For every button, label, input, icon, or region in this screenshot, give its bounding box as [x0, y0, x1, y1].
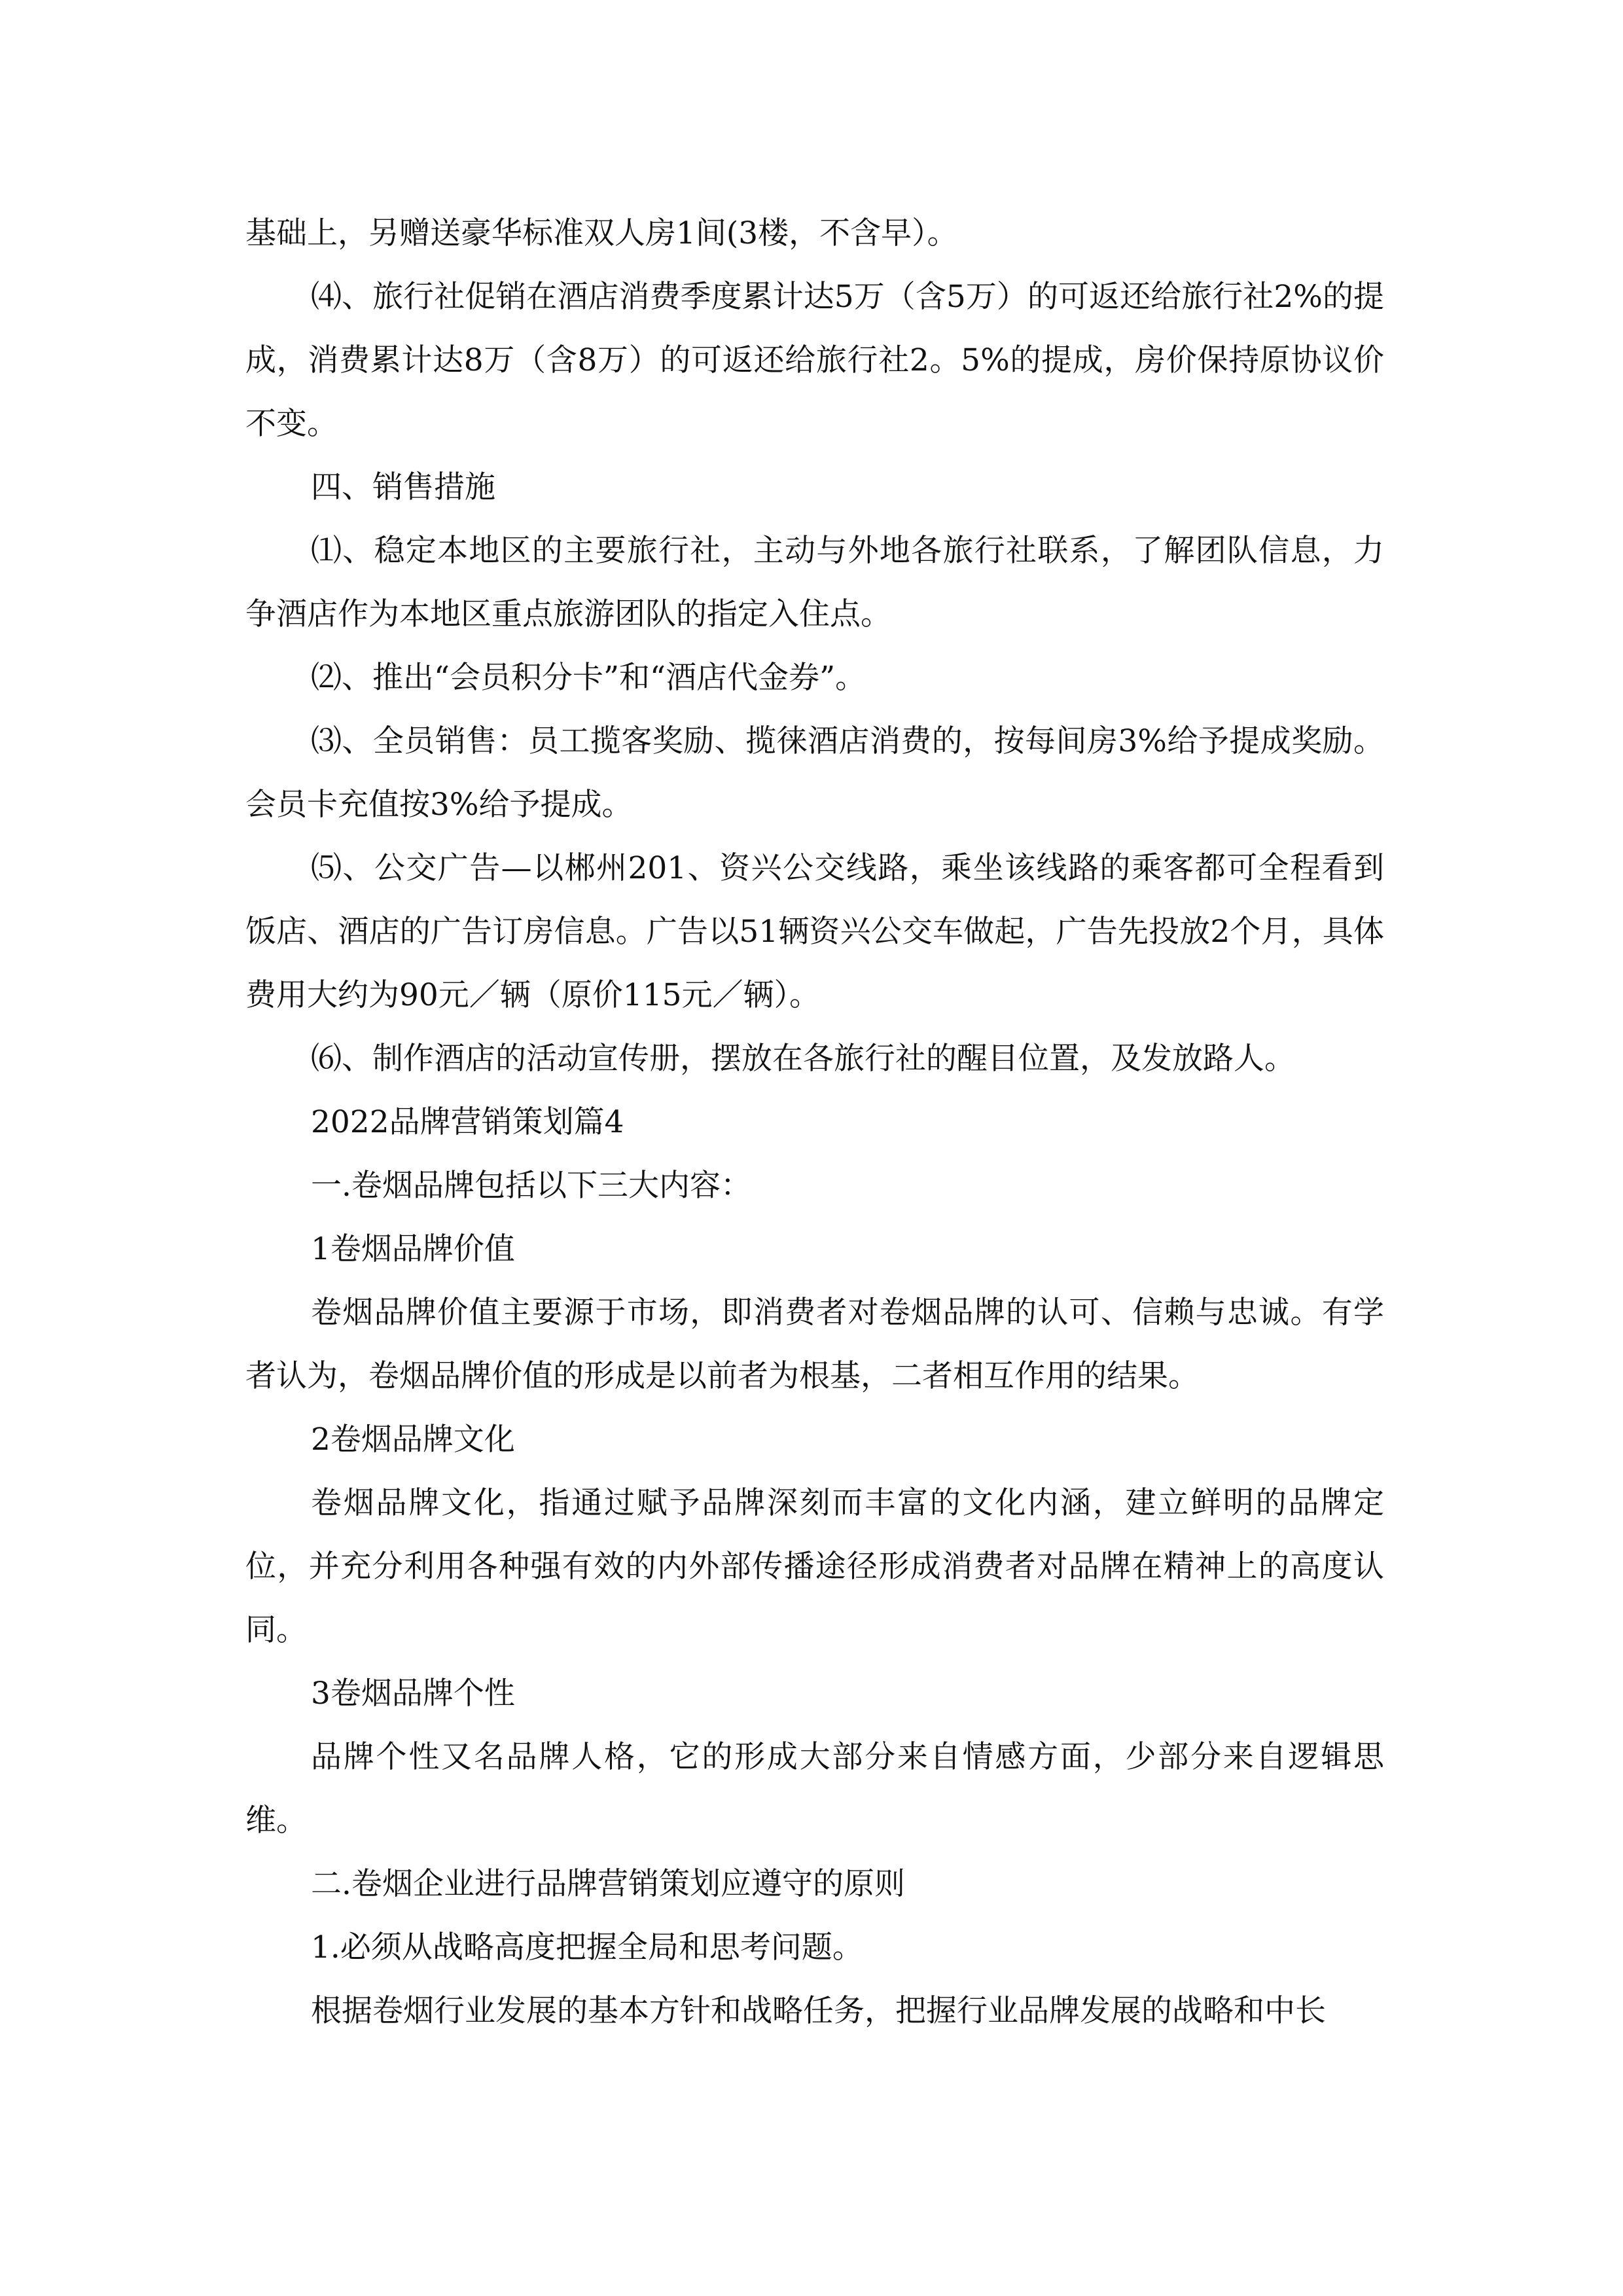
paragraph-measure-1: ⑴、稳定本地区的主要旅行社，主动与外地各旅行社联系，了解团队信息，力争酒店作为本地区重点旅游团队的指定入住点。: [245, 533, 1384, 632]
article-title-part-4: 2022品牌营销策划篇4: [311, 1104, 624, 1140]
subheading-brand-personality: 3卷烟品牌个性: [311, 1676, 515, 1712]
paragraph-brand-culture: 卷烟品牌文化，指通过赋予品牌深刻而丰富的文化内涵，建立鲜明的品牌定位，并充分利用各种强有效的内外部传播途径形成消费者对品牌在精神上的高度认同。: [245, 1485, 1384, 1648]
section-heading-sales-measures: 四、销售措施: [311, 469, 495, 505]
paragraph-brand-value: 卷烟品牌价值主要源于市场，即消费者对卷烟品牌的认可、信赖与忠诚。有学者认为，卷烟品牌价值的形成是以前者为根基，二者相互作用的结果。: [245, 1295, 1384, 1394]
paragraph-continuation: 基础上，另赠送豪华标准双人房1间(3楼，不含早）。: [245, 215, 958, 251]
document-page: [245, 202, 1384, 2043]
section-heading-brand-contents: 一.卷烟品牌包括以下三大内容：: [311, 1168, 751, 1204]
paragraph-measure-6: ⑹、制作酒店的活动宣传册，摆放在各旅行社的醒目位置，及发放路人。: [311, 1041, 1295, 1077]
paragraph-measure-2: ⑵、推出“会员积分卡”和“酒店代金券”。: [311, 660, 866, 696]
paragraph-measure-3: ⑶、全员销售：员工揽客奖励、揽徕酒店消费的，按每间房3%给予提成奖励。会员卡充值按3%给予提成。: [245, 723, 1384, 823]
subheading-brand-value: 1卷烟品牌价值: [311, 1231, 515, 1267]
paragraph-item-4-travel-agency: ⑷、旅行社促销在酒店消费季度累计达5万（含5万）的可返还给旅行社2%的提成，消费累计达8万（含8万）的可返还给旅行社2。5%的提成，房价保持原协议价不变。: [245, 279, 1384, 442]
subheading-principle-1: 1.必须从战略高度把握全局和思考问题。: [311, 1929, 863, 1965]
subheading-brand-culture: 2卷烟品牌文化: [311, 1422, 515, 1458]
paragraph-brand-personality: 品牌个性又名品牌人格，它的形成大部分来自情感方面，少部分来自逻辑思维。: [245, 1739, 1384, 1839]
paragraph-principle-1: 根据卷烟行业发展的基本方针和战略任务，把握行业品牌发展的战略和中长: [311, 1993, 1326, 2029]
section-heading-principles: 二.卷烟企业进行品牌营销策划应遵守的原则: [311, 1866, 905, 1902]
paragraph-measure-5: ⑸、公交广告—以郴州201、资兴公交线路，乘坐该线路的乘客都可全程看到饭店、酒店的广告订房信息。广告以51辆资兴公交车做起，广告先投放2个月，具体费用大约为90元／辆（原价115元／辆）。: [245, 850, 1384, 1013]
